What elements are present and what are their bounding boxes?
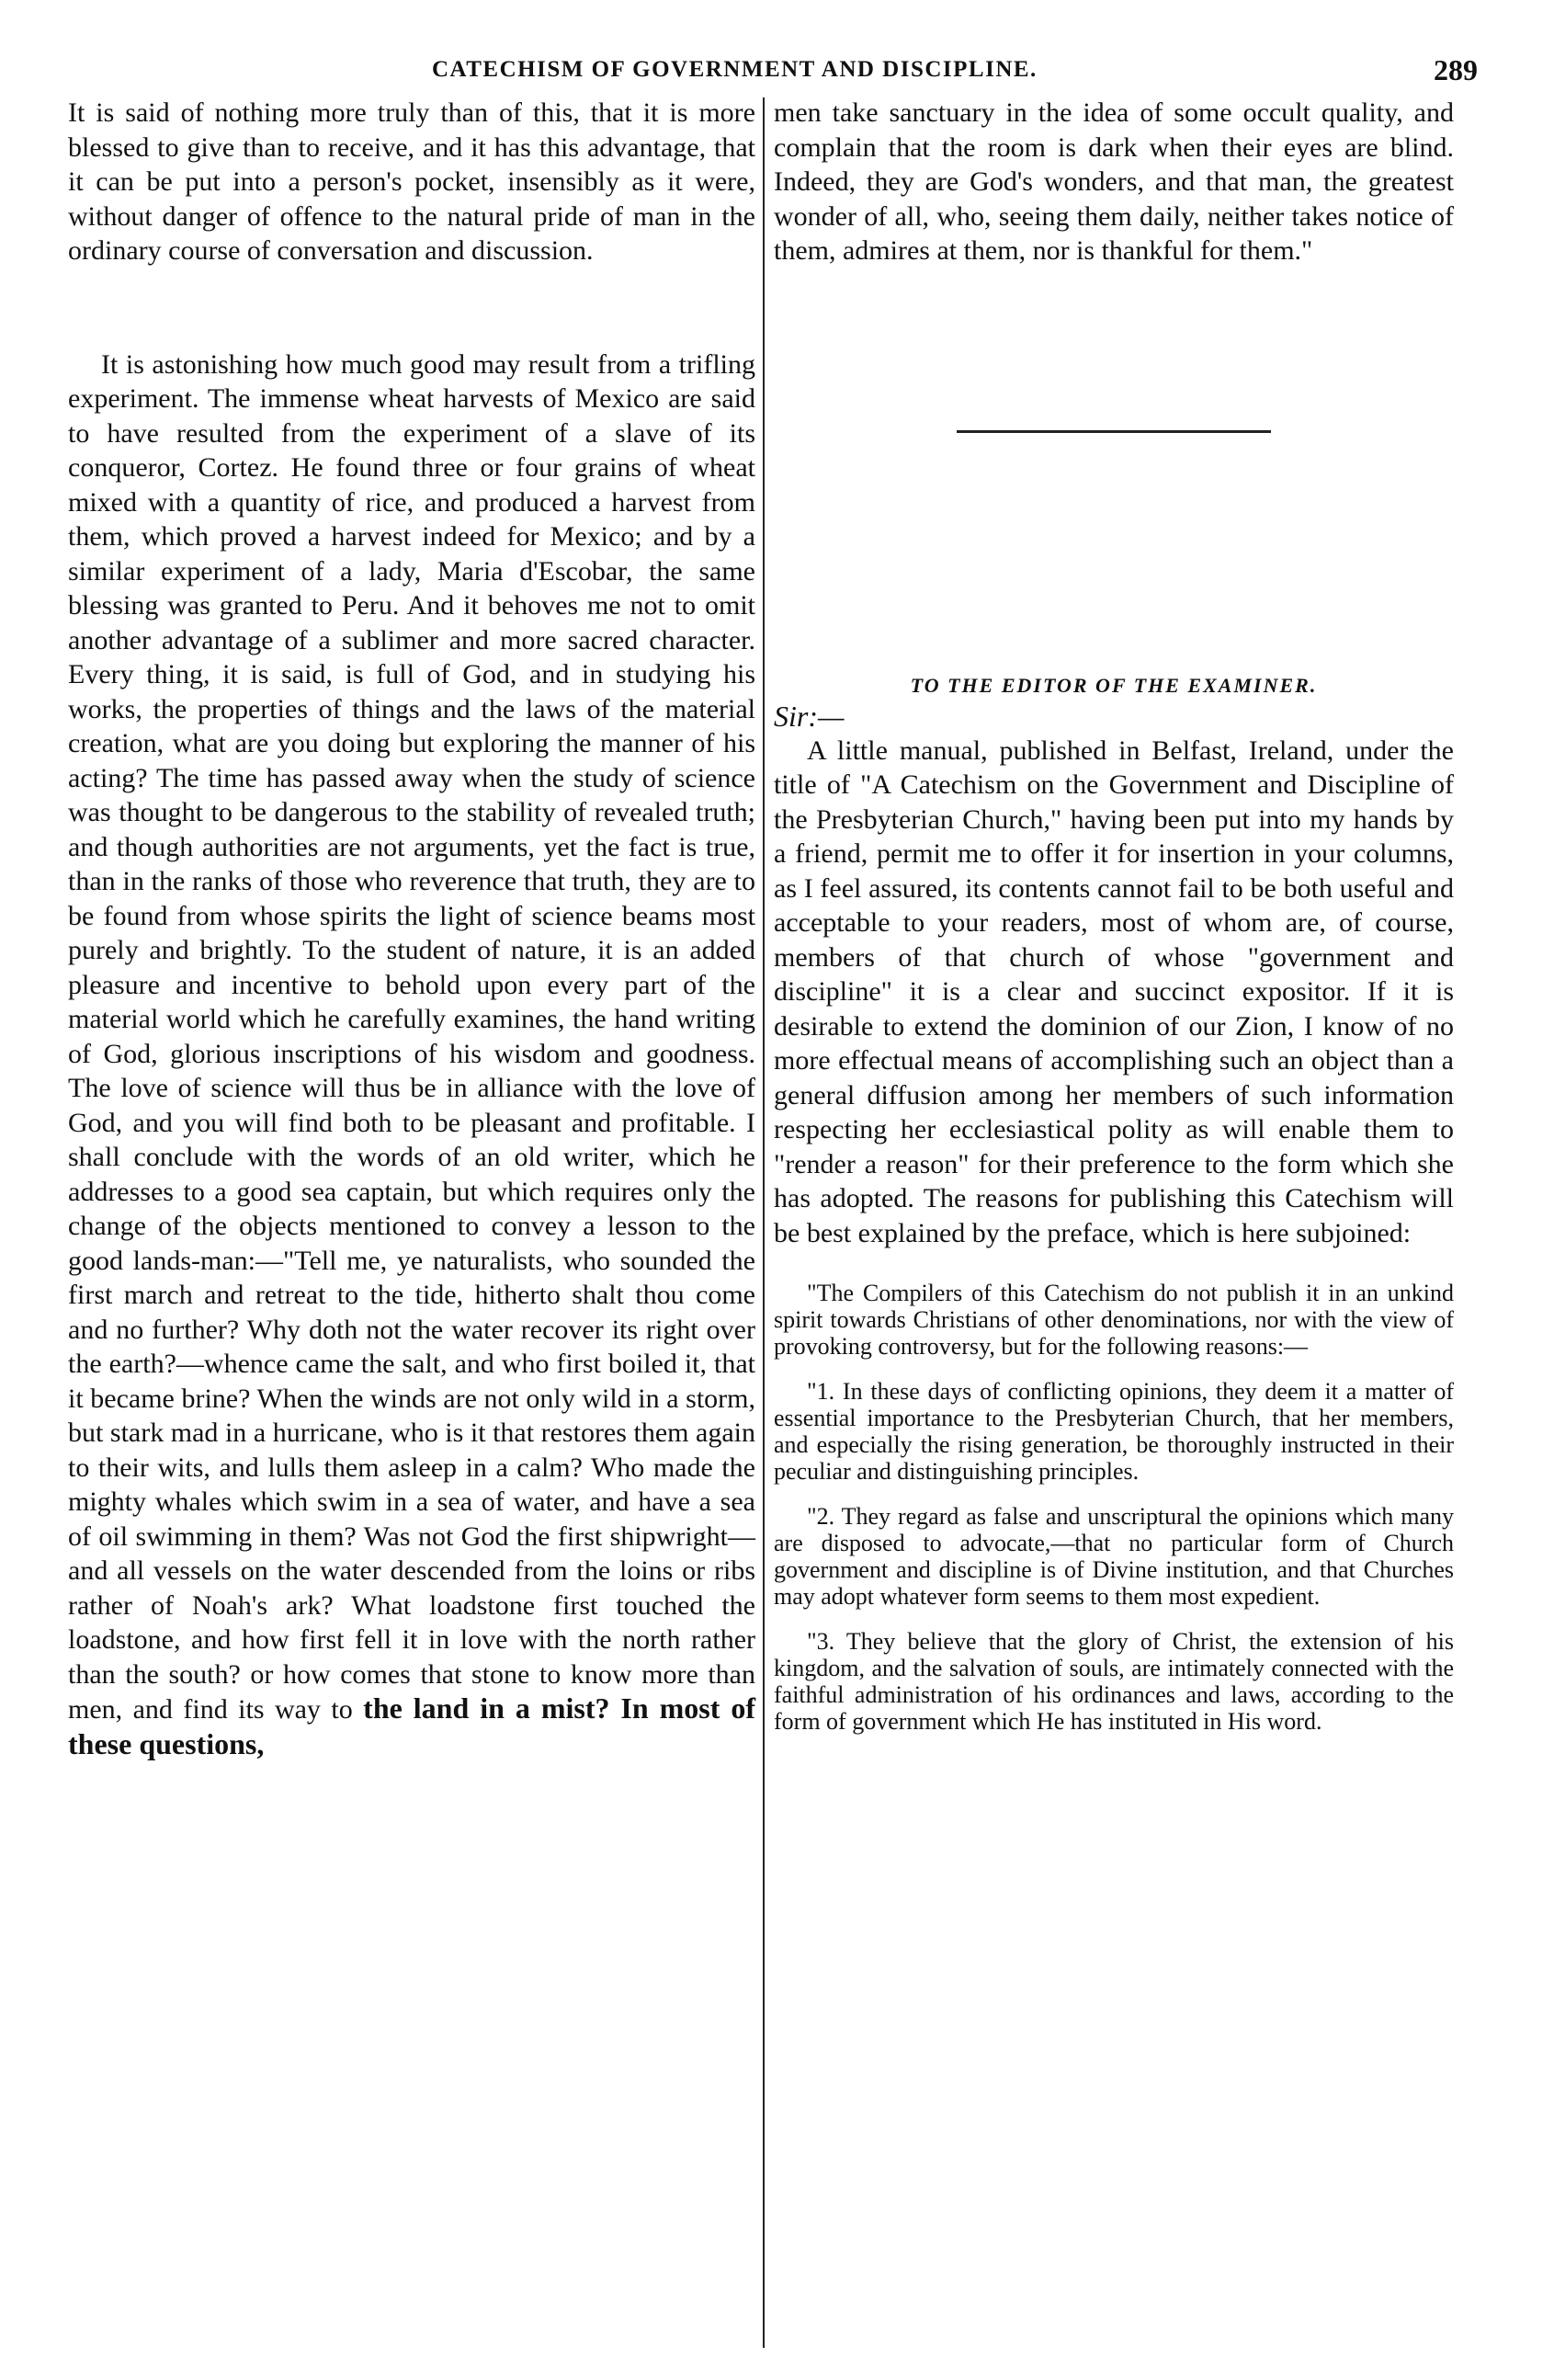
left-paragraph-2-body: It is astonishing how much good may result from a trifling experiment. The immense wheat harvests of Mexico are said to have resulted from the experiment of a slave of its conqueror, Cortez. He found three or four grains of wheat mixed with a quantity of rice, and produced a harvest from them, which proved a harvest indeed for Mexico; and by a similar experiment of a lady, Maria d'Escobar, the same blessing was granted to Peru. And it behoves me not to omit another advantage of a sublimer and more sacred character. Every thing, it is said, is full of God, and in studying his works, the properties of things and the laws of the material creation, what are you doing but exploring the manner of his acting? The time has passed away when the study of science was thought to be dangerous to the stability of revealed truth; and though authorities are not arguments, yet the fact is true, than in the ranks of those who reverence that truth, they are to be found from whose spirits the light of science beams most purely and brightly. To the student of nature, it is an added pleasure and incentive to behold upon every part of the material world which he carefully examines, the hand writing of God, glorious inscriptions of his wisdom and goodness. The love of science will thus be in alliance with the love of God, and you will find both to be pleasant and profitable. I shall conclude with the words of an old writer, which he addresses to a good sea captain, but which requires only the change of the objects mentioned to convey a lesson to the good lands-man:—"Tell me, ye naturalists, who sounded the first march and retreat to the tide, hitherto shalt thou come and no further? Why doth not the water recover its right over the earth?—whence came the salt, and who first boiled it, that it became brine? When the winds are not only wild in a storm, but stark mad in a hurricane, who is it that restores them again to their wits, and lulls them asleep in a calm? Who made the mighty whales which swim in a sea of water, and have a sea of oil swimming in them? Was not God the first shipwright—and all vessels on the water descended from the loins or ribs rather of Noah's ark? What loadstone first touched the loadstone, and how first fell it in love with the north rather than the south? or how comes that stone to know more than men, and find its way to (68, 348, 755, 1725)
preface-reason-2: "2. They regard as false and unscriptural the opinions which many are disposed to advocate,—that no particular form of Church government and discipline is of Divine institution, and that Churches may adopt whatever form seems to them most expedient. (774, 1503, 1454, 1610)
preface-reason-3: "3. They believe that the glory of Christ, the extension of his kingdom, and the salvation of souls, are intimately connected with the faithful administration of his ordinances and laws, according to the form of government which He has instituted in His word. (774, 1628, 1454, 1735)
left-column (68, 96, 755, 1762)
letter-heading: TO THE EDITOR OF THE EXAMINER. (910, 673, 1318, 697)
letter-salutation: Sir:— (774, 699, 845, 733)
running-title: CATECHISM OF GOVERNMENT AND DISCIPLINE. (432, 57, 1038, 82)
right-column (774, 96, 1454, 1735)
preface-reason-1: "1. In these days of conflicting opinions, they deem it a matter of essential importance to the Presbyterian Church, that her members, and especially the rising generation, be thoroughly instructed in their peculiar and distinguishing principles. (774, 1378, 1454, 1485)
page-number: 289 (1434, 53, 1478, 86)
left-paragraph-2-end: the land in a mist? In most of these questions, (68, 1691, 755, 1760)
left-paragraph-2 (68, 347, 755, 1763)
section-separator (957, 430, 1271, 433)
right-paragraph-1: men take sanctuary in the idea of some occult quality, and complain that the room is dark when their eyes are blind. Indeed, they are God's wonders, and that man, the greatest wonder of all, who, seeing them daily, neither takes notice of them, admires at them, nor is thankful for them." (774, 97, 1454, 266)
letter-paragraph-1: A little manual, published in Belfast, Ireland, under the title of "A Catechism on the Government and Discipline of the Presbyterian Church," having been put into my hands by a friend, permit me to offer it for insertion in your columns, as I feel assured, its contents cannot fail to be both useful and acceptable to your readers, most of whom are, of course, members of that church of whose "government and discipline" it is a clear and succinct expositor. If it is desirable to extend the dominion of our Zion, I know of no more effectual means of accomplishing such an object than a general diffusion among her members of such information respecting her ecclesiastical polity as will enable them to "render a reason" for their preference to the form which she has adopted. The reasons for publishing this Catechism will be best explained by the preface, which is here subjoined: (774, 734, 1454, 1248)
column-divider (763, 97, 765, 2348)
preface-intro: "The Compilers of this Catechism do not publish it in an unkind spirit towards Christians of other denominations, nor with the view of provoking controversy, but for the following reasons:— (774, 1280, 1454, 1360)
running-head (0, 53, 1554, 94)
left-paragraph-1: It is said of nothing more truly than of this, that it is more blessed to give than to receive, and it has this advantage, that it can be put into a person's pocket, insensibly as it were, without danger of offence to the natural pride of man in the ordinary course of conversation and discussion. (68, 97, 755, 266)
